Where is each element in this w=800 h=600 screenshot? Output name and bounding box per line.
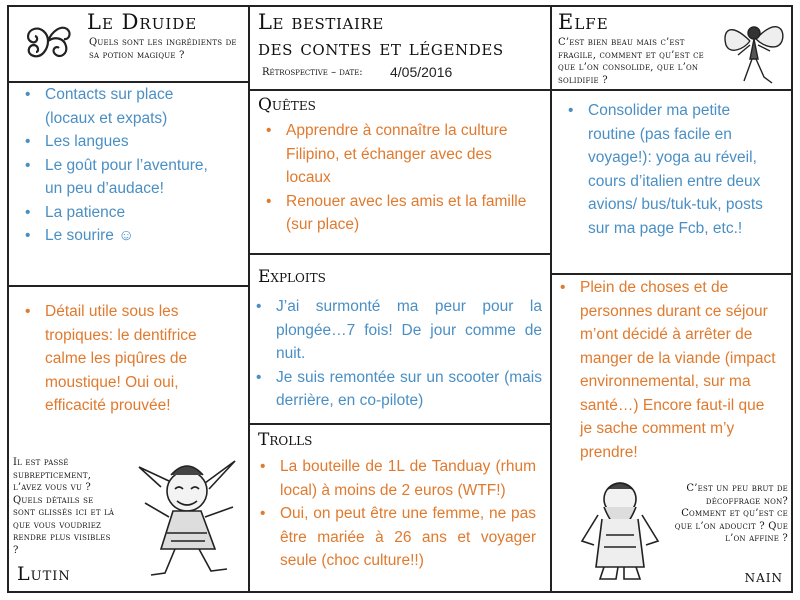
trolls-title: Trolls [258, 430, 313, 450]
list-item: • J’ai surmonté ma peur pour la plongée…7 fois! De jour comme de nuit. [254, 295, 542, 366]
goblin-illustration [131, 453, 243, 581]
elfe-title: Elfe [558, 10, 609, 34]
list-item: • Oui, on peut être une femme, ne pas être mariée à 26 ans et voyager seule (choc culture!!) [258, 502, 536, 573]
date-label: Rétrospective – date: [262, 67, 363, 78]
elfe-question: C’est bien beau mais c’est fragile, comment et qu’est ce que l’on consolide, que l’on solidifie ? [558, 37, 704, 86]
list-item: • Plein de choses et de personnes durant ce séjour m’ont décidé à arrêter de manger de la viande (impact environnemental, sur ma santé…) Encore faut-il que je sache comment m’y prendre! [558, 276, 780, 464]
quetes-list [264, 119, 532, 237]
nain-cell [550, 273, 793, 593]
exploits-title: Exploits [258, 267, 326, 287]
nain-list [558, 276, 780, 464]
list-item: • La patience [23, 201, 223, 225]
exploits-list [254, 295, 542, 413]
fairy-illustration [720, 11, 788, 89]
list-item: • Je suis remontée sur un scooter (mais derrière, en co-pilote) [254, 366, 542, 413]
lutin-cell [7, 285, 250, 593]
quetes-title: Quêtes [258, 95, 316, 115]
header-cell [248, 5, 552, 91]
date-value: 4/05/2016 [390, 64, 453, 80]
page-title-line2: des contes et légendes [258, 36, 504, 60]
dwarf-illustration [574, 475, 666, 583]
list-item: • Détail utile sous les tropiques: le dentifrice calme les piqûres de moustique! Oui oui, efficacité prouvée! [23, 300, 223, 418]
page-title-line1: Le bestiaire [258, 10, 384, 34]
exploits-cell [248, 253, 552, 425]
list-item: • Le sourire ☺ [23, 224, 223, 248]
list-item: • Renouer avec les amis et la famille (sur place) [264, 190, 532, 237]
druide-list [23, 83, 223, 248]
druide-question: Quels sont les ingrédients de sa potion magique ? [89, 37, 237, 61]
list-item: • Le goût pour l’aventure, un peu d’audace! [23, 154, 223, 201]
elfe-header-cell [550, 5, 793, 91]
druide-header-cell [7, 5, 250, 83]
druide-body-cell [7, 81, 250, 287]
lutin-title: Lutin [17, 563, 71, 585]
triskele-icon [17, 11, 79, 71]
list-item: • Consolider ma petite routine (pas facile en voyage!): yoga au réveil, cours d’italien entre deux avions/ bus/tuk-tuk, posts sur ma page Fcb, etc.! [566, 99, 776, 240]
druide-title: Le Druide [87, 10, 198, 34]
elfe-body-cell [550, 89, 793, 275]
list-item: • Apprendre à connaître la culture Filipino, et échanger avec des locaux [264, 119, 532, 190]
list-item: • Les langues [23, 130, 223, 154]
nain-title: nain [744, 567, 783, 587]
elfe-list [566, 99, 776, 240]
list-item: • La bouteille de 1L de Tanduay (rhum local) à moins de 2 euros (WTF!) [258, 455, 536, 502]
trolls-cell [248, 423, 552, 593]
trolls-list [258, 455, 536, 573]
quetes-cell [248, 89, 552, 255]
lutin-list [23, 300, 223, 418]
nain-question: C’est un peu brut de décoffrage non? Comment et qu’est ce que l’on adoucit ? Que l’on affine ? [674, 483, 788, 544]
lutin-question: Il est passé subrepticement, l’avez vous vu ? Quels détails se sont glissés ici et là que vous voudriez rendre plus visibles ? [13, 457, 115, 556]
list-item: • Contacts sur place (locaux et expats) [23, 83, 223, 130]
